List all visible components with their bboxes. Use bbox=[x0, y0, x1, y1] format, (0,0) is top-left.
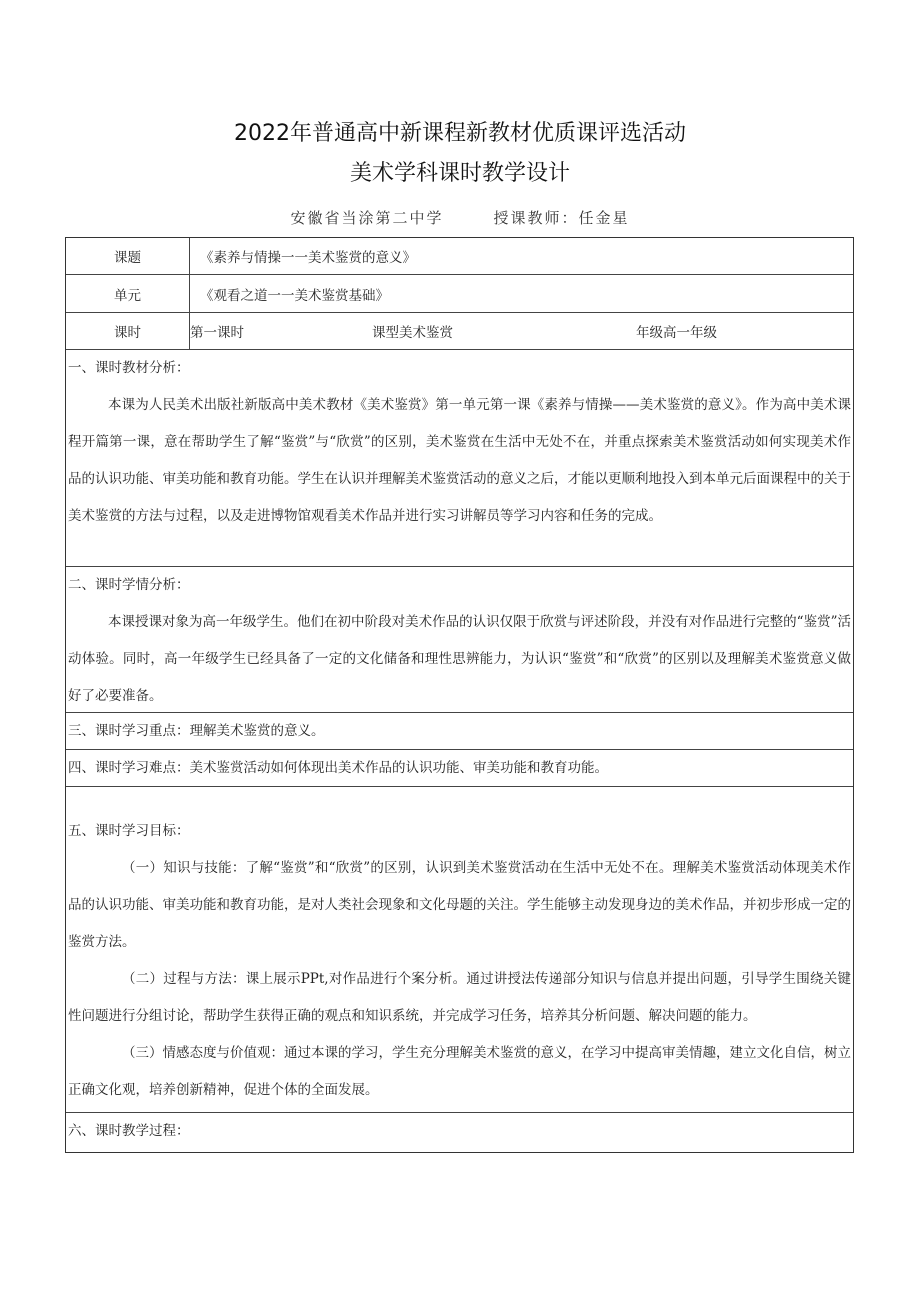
document-subtitle: 美术学科课时教学设计 bbox=[349, 161, 570, 186]
goal-attitudes-values: （三）情感态度与价值观：通过本课的学习，学生充分理解美术鉴赏的意义，在学习中提高审美情趣，建立文化自信，树立正确文化观，培养创新精神，促进个体的全面发展。 bbox=[68, 1045, 851, 1098]
goal-knowledge-skills: （一）知识与技能：了解“鉴赏”和“欣赏”的区别，认识到美术鉴赏活动在生活中无处不在。理解美术鉴赏活动体现美术作品的认识功能、审美功能和教育功能，是对人类社会现象和文化母题的关注。学生能够主动发现身边的美术作品，并初步形成一定的鉴赏方法。 bbox=[68, 860, 851, 950]
school-teacher-line bbox=[0, 207, 920, 228]
section-teaching-process bbox=[66, 1112, 853, 1152]
section-body: 本课授课对象为高一年级学生。他们在初中阶段对美术作品的认识仅限于欣赏与评述阶段，并没有对作品进行完整的“鉴赏”活动体验。同时，高一年级学生已经具备了一定的文化储备和理性思辨能力，为认识“鉴赏”和“欣赏”的区别以及理解美术鉴赏意义做好了必要准备。 bbox=[68, 614, 851, 704]
document-title: 2022年普通高中新课程新教材优质课评选活动 bbox=[234, 121, 686, 146]
period-label: 课时 bbox=[66, 313, 190, 349]
school-name: 安徽省当涂第二中学 bbox=[290, 209, 444, 227]
section-text: 三、课时学习重点：理解美术鉴赏的意义。 bbox=[68, 723, 325, 739]
topic-value: 《素养与情操一一美术鉴赏的意义》 bbox=[200, 250, 416, 266]
section-heading: 二、课时学情分析： bbox=[68, 577, 190, 593]
period-row bbox=[66, 312, 853, 349]
unit-row bbox=[66, 274, 853, 312]
grade-level: 年级高一年级 bbox=[636, 325, 717, 341]
unit-label: 单元 bbox=[66, 275, 190, 312]
section-heading: 一、课时教材分析： bbox=[68, 360, 190, 376]
section-body: 本课为人民美术出版社新版高中美术教材《美术鉴赏》第一单元第一课《素养与情操——美术鉴赏的意义》。作为高中美术课程开篇第一课，意在帮助学生了解“鉴赏”与“欣赏”的区别，美术鉴赏在生活中无处不在，并重点探索美术鉴赏活动如何实现美术作品的认识功能、审美功能和教育功能。学生在认识并理解美术鉴赏活动的意义之后，才能以更顺利地投入到本单元后面课程中的关于美术鉴赏的方法与过程，以及走进博物馆观看美术作品并进行实习讲解员等学习内容和任务的完成。 bbox=[68, 397, 851, 524]
section-learning-goals bbox=[66, 786, 853, 1112]
section-material-analysis bbox=[66, 349, 853, 566]
section-student-analysis bbox=[66, 566, 853, 712]
lesson-plan-table bbox=[65, 237, 854, 1153]
period-value: 第一课时 bbox=[190, 325, 244, 341]
section-heading: 六、课时教学过程： bbox=[68, 1123, 190, 1139]
section-heading: 五、课时学习目标： bbox=[68, 823, 190, 839]
goal-process-methods: （二）过程与方法：课上展示PPt,对作品进行个案分析。通过讲授法传递部分知识与信息并提出问题，引导学生围绕关键性问题进行分组讨论，帮助学生获得正确的观点和知识系统，并完成学习任务，培养其分析问题、解决问题的能力。 bbox=[68, 971, 851, 1024]
topic-row bbox=[66, 238, 853, 274]
period-info bbox=[190, 313, 853, 349]
lesson-type: 课型美术鉴赏 bbox=[372, 325, 453, 341]
teacher-name: 授课教师：任金星 bbox=[493, 209, 630, 227]
section-text: 四、课时学习难点：美术鉴赏活动如何体现出美术作品的认识功能、审美功能和教育功能。 bbox=[68, 760, 608, 776]
unit-value: 《观看之道一一美术鉴赏基础》 bbox=[200, 287, 389, 304]
section-difficulty bbox=[66, 749, 853, 786]
section-key-point bbox=[66, 712, 853, 749]
topic-label: 课题 bbox=[66, 238, 190, 274]
